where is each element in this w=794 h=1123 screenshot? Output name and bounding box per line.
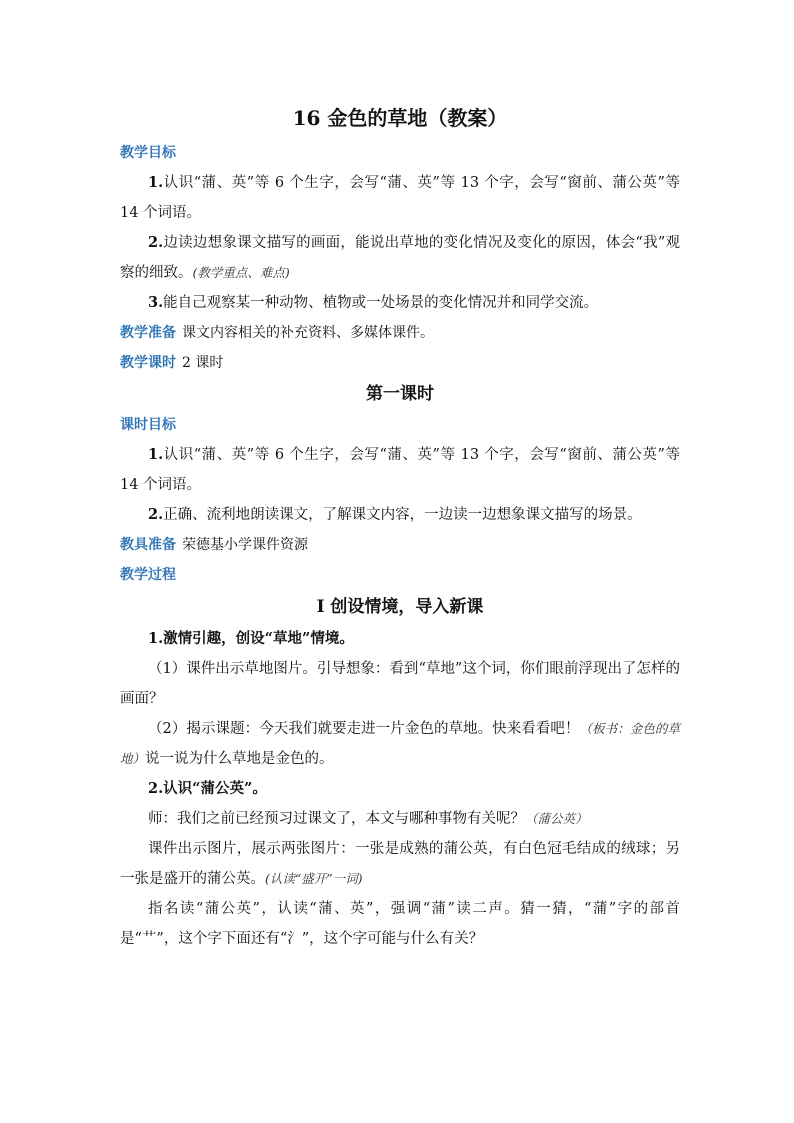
teaching-process-heading: 教学过程	[120, 567, 176, 583]
teaching-tools-text: 荣德基小学课件资源	[182, 537, 308, 553]
document-title: 16 金色的草地（教案）	[292, 106, 508, 130]
lesson-goals-heading: 课时目标	[120, 417, 176, 433]
goal-item-2-num: 2.	[148, 234, 164, 251]
step-1-paragraph-2-note: （板书：金色的草地）	[120, 721, 680, 766]
goal-item-1-text: 认识“蒲、英”等 6 个生字，会写“蒲、英”等 13 个字，会写“窗前、蒲公英”等 14 个词语。	[120, 175, 680, 221]
teaching-hours-text: 2 课时	[182, 355, 224, 371]
teaching-prep-heading: 教学准备	[120, 325, 176, 341]
goal-item-1-num: 1.	[148, 174, 164, 191]
section-1-title: Ⅰ 创设情境，导入新课	[316, 597, 484, 617]
step-2-paragraph-3: 指名读“蒲公英”，认读“蒲、英”，强调“蒲”读二声。猜一猜，“蒲”字的部首是“艹”，这个字下面还有“氵”，这个字可能与什么有关？	[120, 901, 680, 947]
teaching-prep-text: 课文内容相关的补充资料、多媒体课件。	[182, 325, 434, 341]
teaching-goals-heading: 教学目标	[120, 145, 176, 161]
step-1-paragraph-2-text-a: （2）揭示课题：今天我们就要走进一片金色的草地。快来看看吧！	[148, 721, 580, 737]
section-1-step-2: 2.认识“蒲公英”。	[148, 780, 267, 797]
document-content	[120, 100, 680, 954]
teaching-hours-heading: 教学课时	[120, 355, 176, 371]
teaching-prep-row	[120, 318, 680, 348]
lesson-goal-2-num: 2.	[148, 506, 164, 523]
step-2-paragraph-2	[120, 834, 680, 894]
step-1-paragraph-1: （1）课件出示草地图片。引导想象：看到“草地”这个词，你们眼前浮现出了怎样的画面？	[120, 661, 680, 707]
step-1-paragraph-2	[120, 714, 680, 774]
step-2-paragraph-1-note: （蒲公英）	[525, 811, 588, 826]
goal-item-2-note: (教学重点、难点)	[192, 265, 290, 280]
section-1-step-1: 1.激情引趣，创设“草地”情境。	[148, 630, 354, 647]
teaching-tools-row	[120, 530, 680, 560]
goal-item-3	[120, 288, 680, 318]
goal-item-2	[120, 228, 680, 288]
lesson-1-title: 第一课时	[366, 384, 434, 404]
step-2-paragraph-1	[120, 804, 680, 834]
lesson-goal-1-text: 认识“蒲、英”等 6 个生字，会写“蒲、英”等 13 个字，会写“窗前、蒲公英”等 14 个词语。	[120, 447, 680, 493]
lesson-goal-2	[120, 500, 680, 530]
step-1-paragraph-2-text-b: 说一说为什么草地是金色的。	[145, 751, 334, 767]
goal-item-1	[120, 168, 680, 228]
step-2-paragraph-2-note: (认读“盛开”一词)	[265, 871, 363, 886]
teaching-tools-heading: 教具准备	[120, 537, 176, 553]
step-2-paragraph-1-text: 师：我们之前已经预习过课文了，本文与哪种事物有关呢？	[148, 811, 525, 827]
goal-item-2-text: 边读边想象课文描写的画面，能说出草地的变化情况及变化的原因，体会“我”观察的细致。	[120, 235, 680, 281]
lesson-goal-1	[120, 440, 680, 500]
teaching-hours-row	[120, 348, 680, 378]
goal-item-3-text: 能自己观察某一种动物、植物或一处场景的变化情况并和同学交流。	[163, 295, 599, 311]
lesson-goal-2-text: 正确、流利地朗读课文，了解课文内容，一边读一边想象课文描写的场景。	[163, 507, 642, 523]
step-2-paragraph-2-text: 课件出示图片，展示两张图片：一张是成熟的蒲公英，有白色冠毛结成的绒球；另一张是盛开的蒲公英。	[120, 841, 680, 887]
goal-item-3-num: 3.	[148, 294, 164, 311]
lesson-goal-1-num: 1.	[148, 446, 164, 463]
